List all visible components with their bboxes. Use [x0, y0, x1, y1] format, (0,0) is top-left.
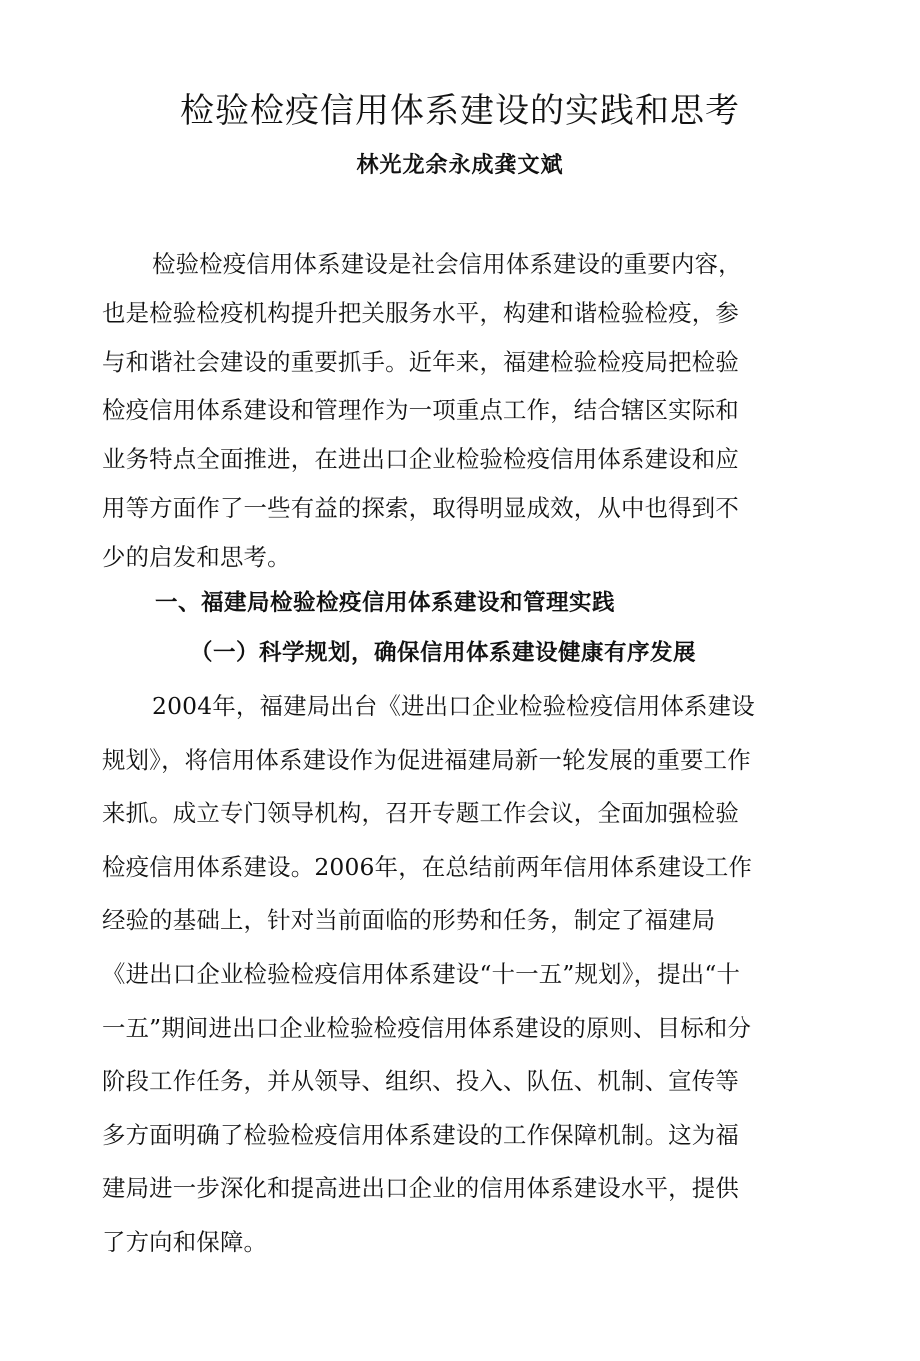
section-heading: 一、福建局检验检疫信用体系建设和管理实践: [155, 590, 616, 616]
subsection-heading: （一）科学规划，确保信用体系建设健康有序发展: [190, 640, 697, 666]
intro-paragraph: 检验检疫信用体系建设是社会信用体系建设的重要内容，也是检验检疫机构提升把关服务水平，构建和谐检验检疫，参与和谐社会建设的重要抓手。近年来，福建检验检疫局把检验检疫信用体系建设和管理作为一项重点工作，结合辖区实际和业务特点全面推进，在进出口企业检验检疫信用体系建设和应用等方面作了一些有益的探索，取得明显成效，从中也得到不少的启发和思考。: [102, 250, 742, 571]
document-authors: 林光龙余永成龚文斌: [356, 153, 564, 178]
body-paragraph: 2004年，福建局出台《进出口企业检验检疫信用体系建设规划》，将信用体系建设作为促进福建局新一轮发展的重要工作来抓。成立专门领导机构，召开专题工作会议，全面加强检验检疫信用体系建设。2006年，在总结前两年信用体系建设工作经验的基础上，针对当前面临的形势和任务，制定了福建局《进出口企业检验检疫信用体系建设“十一五”规划》，提出“十一五”期间进出口企业检验检疫信用体系建设的原则、目标和分阶段工作任务，并从领导、组织、投入、队伍、机制、宣传等多方面明确了检验检疫信用体系建设的工作保障机制。这为福建局进一步深化和提高进出口企业的信用体系建设水平，提供了方向和保障。: [102, 692, 755, 1256]
document-title: 检验检疫信用体系建设的实践和思考: [180, 91, 740, 131]
